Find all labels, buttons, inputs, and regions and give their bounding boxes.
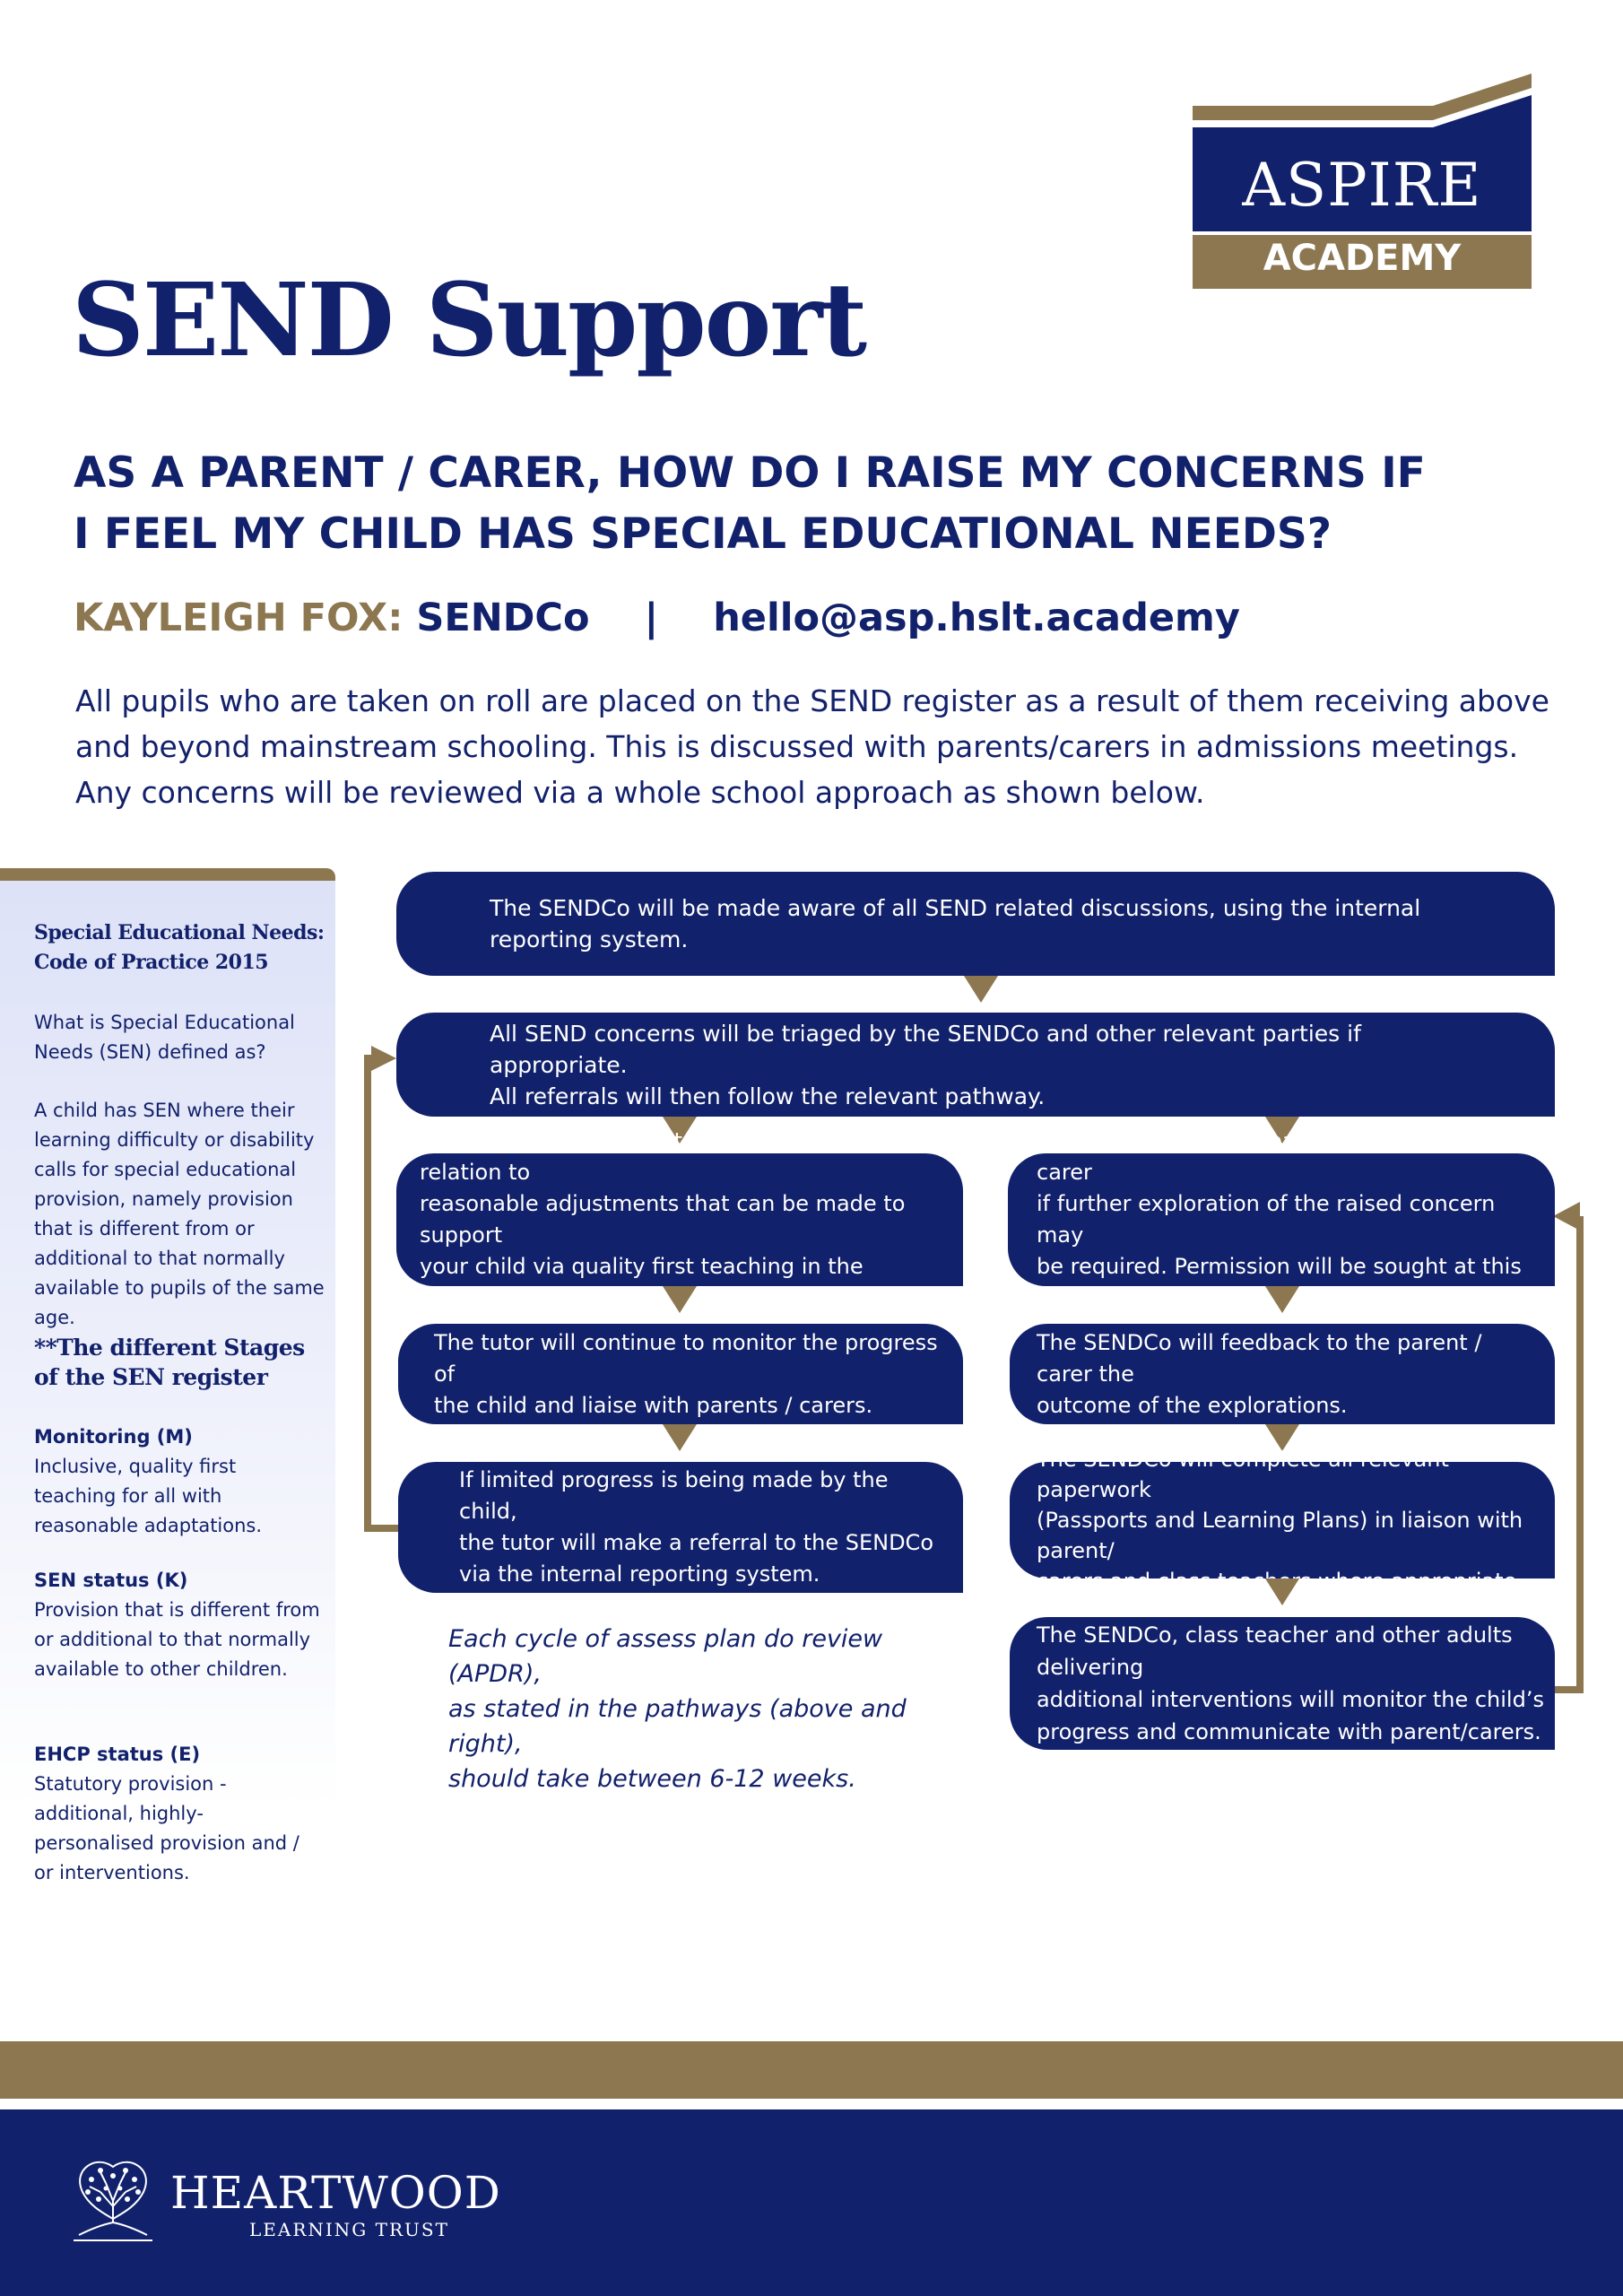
flow-step-line: outcome of the explorations. (1037, 1392, 1348, 1418)
logo-word-academy: ACADEMY (1263, 238, 1462, 279)
sidebar-title-line: Special Educational Needs: (34, 921, 325, 944)
loop-arrow-left-icon (364, 1046, 396, 1078)
heartwood-subtitle: LEARNING TRUST (249, 2219, 449, 2240)
stages-heading-line: **The different Stages (34, 1335, 305, 1361)
intro-line: All pupils who are taken on roll are placed on the SEND register as a result of them receiving above (75, 683, 1549, 718)
stage-heading: EHCP status (E) (34, 1744, 201, 1765)
flow-arrow-down-icon (1265, 1578, 1299, 1605)
logo-word-aspire: ASPIRE (1242, 151, 1482, 220)
loop-arrow-right-icon (1553, 1202, 1585, 1231)
loop-connector-left-bottom (364, 1525, 400, 1532)
flow-step-line: All SEND concerns will be triaged by the SENDCo and other relevant parties if appropriate. (490, 1020, 1361, 1078)
flow-step-tutor-feedback (396, 1128, 963, 1310)
page-subtitle (74, 443, 1508, 565)
stage-heading: Monitoring (M) (34, 1426, 193, 1448)
flow-step-line: All referrals will then follow the relevant pathway. (490, 1083, 1046, 1109)
heartwood-name: HEARTWOOD (170, 2167, 501, 2219)
flow-step-line: The SENDCo, class teacher and other adults delivering (1037, 1622, 1513, 1680)
contact-email[interactable]: hello@asp.hslt.academy (713, 596, 1240, 640)
sidebar-question: What is Special Educational Needs (SEN) defined as? (34, 1012, 295, 1063)
flow-arrow-down-icon (663, 1286, 697, 1313)
intro-line: and beyond mainstream schooling. This is discussed with parents/carers in admissions meetings. (75, 729, 1519, 764)
flow-step-sendco-feedback-outcome (1010, 1324, 1555, 1424)
contact-line (74, 596, 1240, 642)
stage-text: Statutory provision - additional, highly-personalised provision and / or interventions. (34, 1773, 299, 1883)
flow-step-tutor-monitor (398, 1324, 963, 1424)
apdr-cycle-note (448, 1622, 950, 1796)
contact-separator: | (644, 596, 659, 640)
note-line: as stated in the pathways (above and right), (448, 1695, 907, 1758)
flow-step-line: The SENDCo will be made aware of all SEND related discussions, using the internal (490, 895, 1421, 921)
flow-step-line: The tutor will continue to monitor the progress of (434, 1329, 938, 1387)
flow-arrow-down-icon (1265, 1286, 1299, 1313)
sidebar-definition: A child has SEN where their learning difficulty or disability calls for special educational provision, namely provision that is different from or additional to that normally available to pupils of the same age. (34, 1100, 325, 1328)
aspire-academy-logo (1193, 74, 1532, 289)
flow-step-sendco-aware (396, 872, 1555, 976)
flow-step-line: reporting system. (490, 926, 689, 952)
flow-step-line: reasonable adjustments that can be made to support (420, 1191, 906, 1248)
flow-step-line: The SENDCo will feedback to the parent / carer the (1037, 1329, 1482, 1387)
flow-step-line: If limited progress is being made by the child, (459, 1467, 889, 1524)
note-line: Each cycle of assess plan do review (APDR), (448, 1625, 883, 1688)
flow-step-line: (Passports and Learning Plans) in liaison with parent/ (1037, 1508, 1523, 1563)
page-title: SEND Support (72, 262, 866, 379)
loop-connector-right-bottom (1555, 1686, 1584, 1693)
loop-connector-right-vertical (1576, 1216, 1584, 1693)
footer-gold-band (0, 2041, 1623, 2099)
stage-heading: SEN status (K) (34, 1570, 188, 1591)
flow-step-line: carers and class teachers where appropriate. (1037, 1569, 1523, 1594)
flow-step-line: via the internal reporting system. (459, 1561, 820, 1587)
stage-monitoring (34, 1422, 321, 1541)
sidebar-stages-heading (34, 1333, 321, 1392)
flow-step-line: the tutor will make a referral to the SENDCo (459, 1530, 933, 1555)
flow-step-line: if further exploration of the raised concern may (1037, 1191, 1496, 1248)
subtitle-line: I FEEL MY CHILD HAS SPECIAL EDUCATIONAL NEEDS? (74, 509, 1332, 559)
flow-step-line: The SENDCo will complete all relevant paperwork (1037, 1447, 1449, 1502)
flow-arrow-down-icon (964, 976, 998, 1003)
stage-text: Provision that is different from or additional to that normally available to other children. (34, 1599, 320, 1680)
stage-sen-status (34, 1566, 321, 1684)
note-line: should take between 6-12 weeks. (448, 1765, 856, 1793)
flow-arrow-down-icon (663, 1424, 697, 1451)
flow-step-line: additional interventions will monitor the child’s (1037, 1687, 1544, 1712)
flow-step-triage (396, 1013, 1555, 1117)
flow-step-line: The SENDCo will feedback to the parent / carer (1037, 1128, 1482, 1185)
stage-ehcp-status (34, 1740, 321, 1888)
flow-step-tutor-referral (398, 1462, 963, 1593)
flow-step-sendco-feedback-exploration (1008, 1128, 1555, 1310)
flow-step-line: The tutor will feedback to parent/carer in relation to (420, 1128, 863, 1185)
flow-step-line: your child via quality first teaching in the classroom. (420, 1254, 864, 1310)
loop-connector-left-vertical (364, 1055, 371, 1532)
sidebar-title (34, 918, 330, 978)
contact-role: SENDCo (416, 596, 590, 640)
intro-paragraph (75, 678, 1564, 815)
flow-step-line: progress and communicate with parent/carers. (1037, 1719, 1541, 1744)
contact-name: KAYLEIGH FOX: (74, 596, 404, 640)
stage-text: Inclusive, quality first teaching for all with reasonable adaptations. (34, 1456, 263, 1536)
flow-step-line: be required. Permission will be sought at this stage. (1037, 1254, 1522, 1310)
intro-line: Any concerns will be reviewed via a whole school approach as shown below. (75, 775, 1205, 810)
stages-heading-line: of the SEN register (34, 1364, 268, 1390)
sen-code-of-practice-sidebar (0, 868, 335, 1883)
flow-step-line: the child and liaise with parents / carers. (434, 1392, 873, 1418)
sidebar-title-line: Code of Practice 2015 (34, 951, 269, 974)
tree-icon (70, 2160, 156, 2242)
flow-step-sendco-paperwork (1010, 1447, 1555, 1594)
flow-step-monitor-interventions (1010, 1617, 1555, 1750)
subtitle-line: AS A PARENT / CARER, HOW DO I RAISE MY CONCERNS IF (74, 448, 1426, 498)
heartwood-learning-trust-logo (70, 2160, 518, 2249)
